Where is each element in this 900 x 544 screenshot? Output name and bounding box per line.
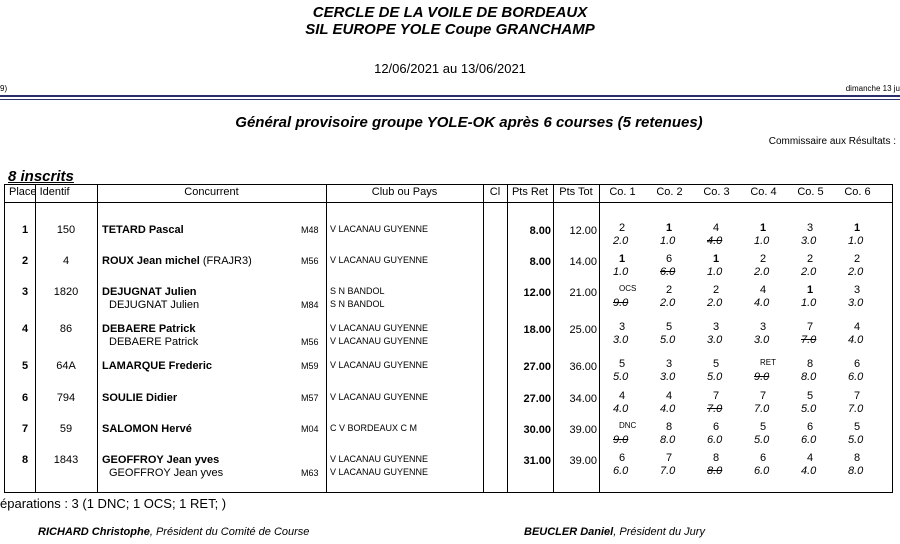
race-points: 2.0 [707, 297, 723, 309]
race-rank: 1 [619, 253, 626, 265]
race-points: 6.0 [707, 434, 723, 446]
competitor-name-text: ROUX Jean michel [102, 255, 200, 267]
race-rank: 2 [807, 253, 814, 265]
race-points: 4.0 [707, 235, 723, 247]
club-name-2: S N BANDOL [330, 299, 385, 309]
pts-ret: 27.00 [523, 361, 551, 373]
results-subtitle: Général provisoire groupe YOLE-OK après 6 courses (5 retenues) [235, 114, 703, 131]
race-rank: 2 [619, 222, 626, 234]
competitor-name-text: LAMARQUE Frederic [102, 360, 213, 372]
race-rank: 2 [854, 253, 861, 265]
race-rank: 6 [619, 452, 626, 464]
th-pts-tot: Pts Tot [559, 186, 593, 198]
race-rank: 6 [713, 421, 720, 433]
competitor-name-text: TETARD Pascal [102, 224, 184, 236]
race-points: 3.0 [848, 297, 864, 309]
competitor-name [102, 392, 177, 404]
race-points: 4.0 [613, 403, 629, 415]
header-rule [0, 95, 900, 97]
pts-tot: 21.00 [569, 287, 597, 299]
th-co5: Co. 5 [797, 186, 824, 198]
race-rank: 7 [760, 390, 767, 402]
race-rank: 1 [666, 222, 673, 234]
race-rank: 6 [760, 452, 767, 464]
event-title: SIL EUROPE YOLE Coupe GRANCHAMP [305, 21, 595, 38]
race-rank: 7 [807, 321, 814, 333]
race-points: 5.0 [707, 371, 723, 383]
separations-summary: éparations : 3 (1 DNC; 1 OCS; 1 RET; ) [0, 496, 227, 511]
race-points: 1.0 [801, 297, 817, 309]
crew-name: DEJUGNAT Julien [109, 299, 200, 311]
race-rank: 5 [619, 358, 626, 370]
header-rule-thin [0, 99, 900, 100]
race-points: 1.0 [754, 235, 770, 247]
category: M84 [301, 300, 319, 310]
place: 8 [21, 454, 29, 466]
race-rank: DNC [619, 421, 637, 430]
category: M56 [301, 337, 319, 347]
race-points: 3.0 [660, 371, 676, 383]
race-points: 8.0 [660, 434, 676, 446]
competitor-name [102, 360, 212, 372]
race-rank: 2 [713, 284, 720, 296]
race-points: 3.0 [801, 235, 817, 247]
race-rank: 6 [854, 358, 861, 370]
race-rank: 8 [666, 421, 673, 433]
identif: 59 [59, 423, 73, 435]
race-points: 4.0 [801, 465, 817, 477]
race-points: 5.0 [754, 434, 770, 446]
race-points: 8.0 [707, 465, 723, 477]
pts-tot: 14.00 [569, 256, 597, 268]
race-points: 3.0 [613, 334, 629, 346]
pts-tot: 39.00 [569, 424, 597, 436]
race-committee-president-role: , Président du Comité de Course [149, 526, 310, 538]
race-rank: 8 [854, 452, 861, 464]
race-rank: 3 [807, 222, 814, 234]
category: M04 [301, 424, 319, 434]
race-points: 4.0 [660, 403, 676, 415]
pts-ret: 18.00 [523, 324, 551, 336]
race-points: 5.0 [613, 371, 629, 383]
competitor-name [102, 255, 252, 267]
race-rank: OCS [619, 284, 637, 293]
identif: 150 [56, 224, 76, 236]
club-title: CERCLE DE LA VOILE DE BORDEAUX [312, 4, 588, 21]
identif: 1843 [53, 454, 79, 466]
race-points: 6.0 [754, 465, 770, 477]
race-rank: 1 [760, 222, 767, 234]
race-points: 2.0 [848, 266, 864, 278]
pts-ret: 30.00 [523, 424, 551, 436]
competitor-name [102, 423, 192, 435]
race-points: 1.0 [660, 235, 676, 247]
race-points: 3.0 [707, 334, 723, 346]
th-concurrent: Concurrent [184, 186, 239, 198]
race-rank: 3 [713, 321, 720, 333]
th-club: Club ou Pays [371, 186, 438, 198]
race-points: 6.0 [660, 266, 676, 278]
inscrits-count: 8 inscrits [8, 168, 74, 185]
race-rank: 5 [807, 390, 814, 402]
pts-tot: 12.00 [569, 225, 597, 237]
competitor-id-extra: (FRAJR3) [202, 255, 252, 267]
race-points: 3.0 [754, 334, 770, 346]
race-points: 1.0 [848, 235, 864, 247]
pts-ret: 31.00 [523, 455, 551, 467]
race-rank: 4 [854, 321, 861, 333]
race-rank: 7 [713, 390, 720, 402]
race-points: 5.0 [801, 403, 817, 415]
race-rank: 7 [854, 390, 861, 402]
competitor-name-text: DEBAERE Patrick [102, 323, 196, 335]
col-divider [599, 185, 600, 492]
identif: 64A [56, 360, 76, 372]
category: M59 [301, 361, 319, 371]
competitor-name-text: GEOFFROY Jean yves [102, 454, 220, 466]
pts-tot: 25.00 [569, 324, 597, 336]
commissaire-label: Commissaire aux Résultats : [768, 136, 896, 147]
race-rank: RET [760, 358, 776, 367]
category: M48 [301, 225, 319, 235]
pts-ret: 27.00 [523, 393, 551, 405]
race-points: 9.0 [613, 434, 629, 446]
place: 6 [21, 392, 29, 404]
category: M56 [301, 256, 319, 266]
th-co6: Co. 6 [844, 186, 871, 198]
pts-tot: 36.00 [569, 361, 597, 373]
race-rank: 7 [666, 452, 673, 464]
club-name: V LACANAU GUYENNE [330, 224, 429, 234]
identif: 794 [56, 392, 76, 404]
competitor-name [102, 224, 184, 236]
club-name-2: V LACANAU GUYENNE [330, 467, 429, 477]
race-rank: 3 [760, 321, 767, 333]
race-rank: 1 [807, 284, 814, 296]
race-rank: 4 [619, 390, 626, 402]
race-rank: 4 [807, 452, 814, 464]
race-rank: 2 [760, 253, 767, 265]
race-rank: 3 [619, 321, 626, 333]
signature-left [38, 526, 309, 538]
race-rank: 3 [854, 284, 861, 296]
race-rank: 4 [666, 390, 673, 402]
th-pts-ret: Pts Ret [511, 186, 549, 198]
race-points: 8.0 [848, 465, 864, 477]
race-points: 7.0 [754, 403, 770, 415]
place: 7 [21, 423, 29, 435]
race-points: 7.0 [660, 465, 676, 477]
club-name: C V BORDEAUX C M [330, 423, 418, 433]
race-points: 6.0 [613, 465, 629, 477]
club-name: V LACANAU GUYENNE [330, 360, 429, 370]
race-rank: 5 [760, 421, 767, 433]
race-committee-president-name: RICHARD Christophe [38, 526, 150, 538]
race-points: 2.0 [660, 297, 676, 309]
place: 3 [21, 286, 29, 298]
race-points: 6.0 [848, 371, 864, 383]
race-points: 4.0 [754, 297, 770, 309]
competitor-name-text: DEJUGNAT Julien [102, 286, 197, 298]
race-points: 2.0 [613, 235, 629, 247]
race-points: 6.0 [801, 434, 817, 446]
col-divider [97, 185, 98, 492]
competitor-name [102, 286, 197, 298]
race-rank: 6 [666, 253, 673, 265]
race-points: 4.0 [848, 334, 864, 346]
race-rank: 5 [713, 358, 720, 370]
crew-name: DEBAERE Patrick [109, 336, 199, 348]
club-name: S N BANDOL [330, 286, 385, 296]
results-table [4, 184, 893, 493]
identif: 4 [62, 255, 70, 267]
pts-ret: 12.00 [523, 287, 551, 299]
competitor-name-text: SALOMON Hervé [102, 423, 192, 435]
race-points: 1.0 [707, 266, 723, 278]
race-rank: 4 [713, 222, 720, 234]
race-points: 9.0 [613, 297, 629, 309]
race-rank: 8 [713, 452, 720, 464]
place: 1 [21, 224, 29, 236]
jury-president-role: , Président du Jury [613, 526, 705, 538]
competitor-name [102, 454, 219, 466]
race-points: 5.0 [848, 434, 864, 446]
place: 4 [21, 323, 29, 335]
race-rank: 3 [666, 358, 673, 370]
race-points: 5.0 [660, 334, 676, 346]
race-rank: 5 [854, 421, 861, 433]
competitor-name [102, 323, 196, 335]
race-rank: 6 [807, 421, 814, 433]
race-points: 9.0 [754, 371, 770, 383]
th-place-identif: Place Identif [9, 186, 70, 198]
club-name: V LACANAU GUYENNE [330, 255, 429, 265]
pts-tot: 34.00 [569, 393, 597, 405]
right-fragment: dimanche 13 ju [845, 84, 900, 93]
race-points: 8.0 [801, 371, 817, 383]
th-co3: Co. 3 [703, 186, 730, 198]
pts-ret: 8.00 [529, 225, 551, 237]
place: 5 [21, 360, 29, 372]
event-dates: 12/06/2021 au 13/06/2021 [374, 61, 526, 76]
col-divider [483, 185, 484, 492]
left-fragment: 9) [0, 84, 8, 93]
race-rank: 1 [854, 222, 861, 234]
th-co4: Co. 4 [750, 186, 777, 198]
category: M63 [301, 468, 319, 478]
race-rank: 4 [760, 284, 767, 296]
club-name: V LACANAU GUYENNE [330, 392, 429, 402]
race-points: 7.0 [801, 334, 817, 346]
race-points: 7.0 [707, 403, 723, 415]
race-rank: 2 [666, 284, 673, 296]
signature-right [524, 526, 705, 538]
pts-ret: 8.00 [529, 256, 551, 268]
race-rank: 1 [713, 253, 720, 265]
jury-president-name: BEUCLER Daniel [524, 526, 614, 538]
race-points: 7.0 [848, 403, 864, 415]
col-divider [326, 185, 327, 492]
identif: 1820 [53, 286, 79, 298]
th-cl: Cl [489, 186, 501, 198]
club-name: V LACANAU GUYENNE [330, 323, 429, 333]
race-rank: 8 [807, 358, 814, 370]
club-name-2: V LACANAU GUYENNE [330, 336, 429, 346]
pts-tot: 39.00 [569, 455, 597, 467]
place: 2 [21, 255, 29, 267]
th-co2: Co. 2 [656, 186, 683, 198]
th-co1: Co. 1 [609, 186, 636, 198]
club-name: V LACANAU GUYENNE [330, 454, 429, 464]
race-rank: 5 [666, 321, 673, 333]
race-points: 2.0 [754, 266, 770, 278]
race-points: 2.0 [801, 266, 817, 278]
category: M57 [301, 393, 319, 403]
crew-name: GEOFFROY Jean yves [109, 467, 224, 479]
race-points: 1.0 [613, 266, 629, 278]
identif: 86 [59, 323, 73, 335]
competitor-name-text: SOULIE Didier [102, 392, 178, 404]
